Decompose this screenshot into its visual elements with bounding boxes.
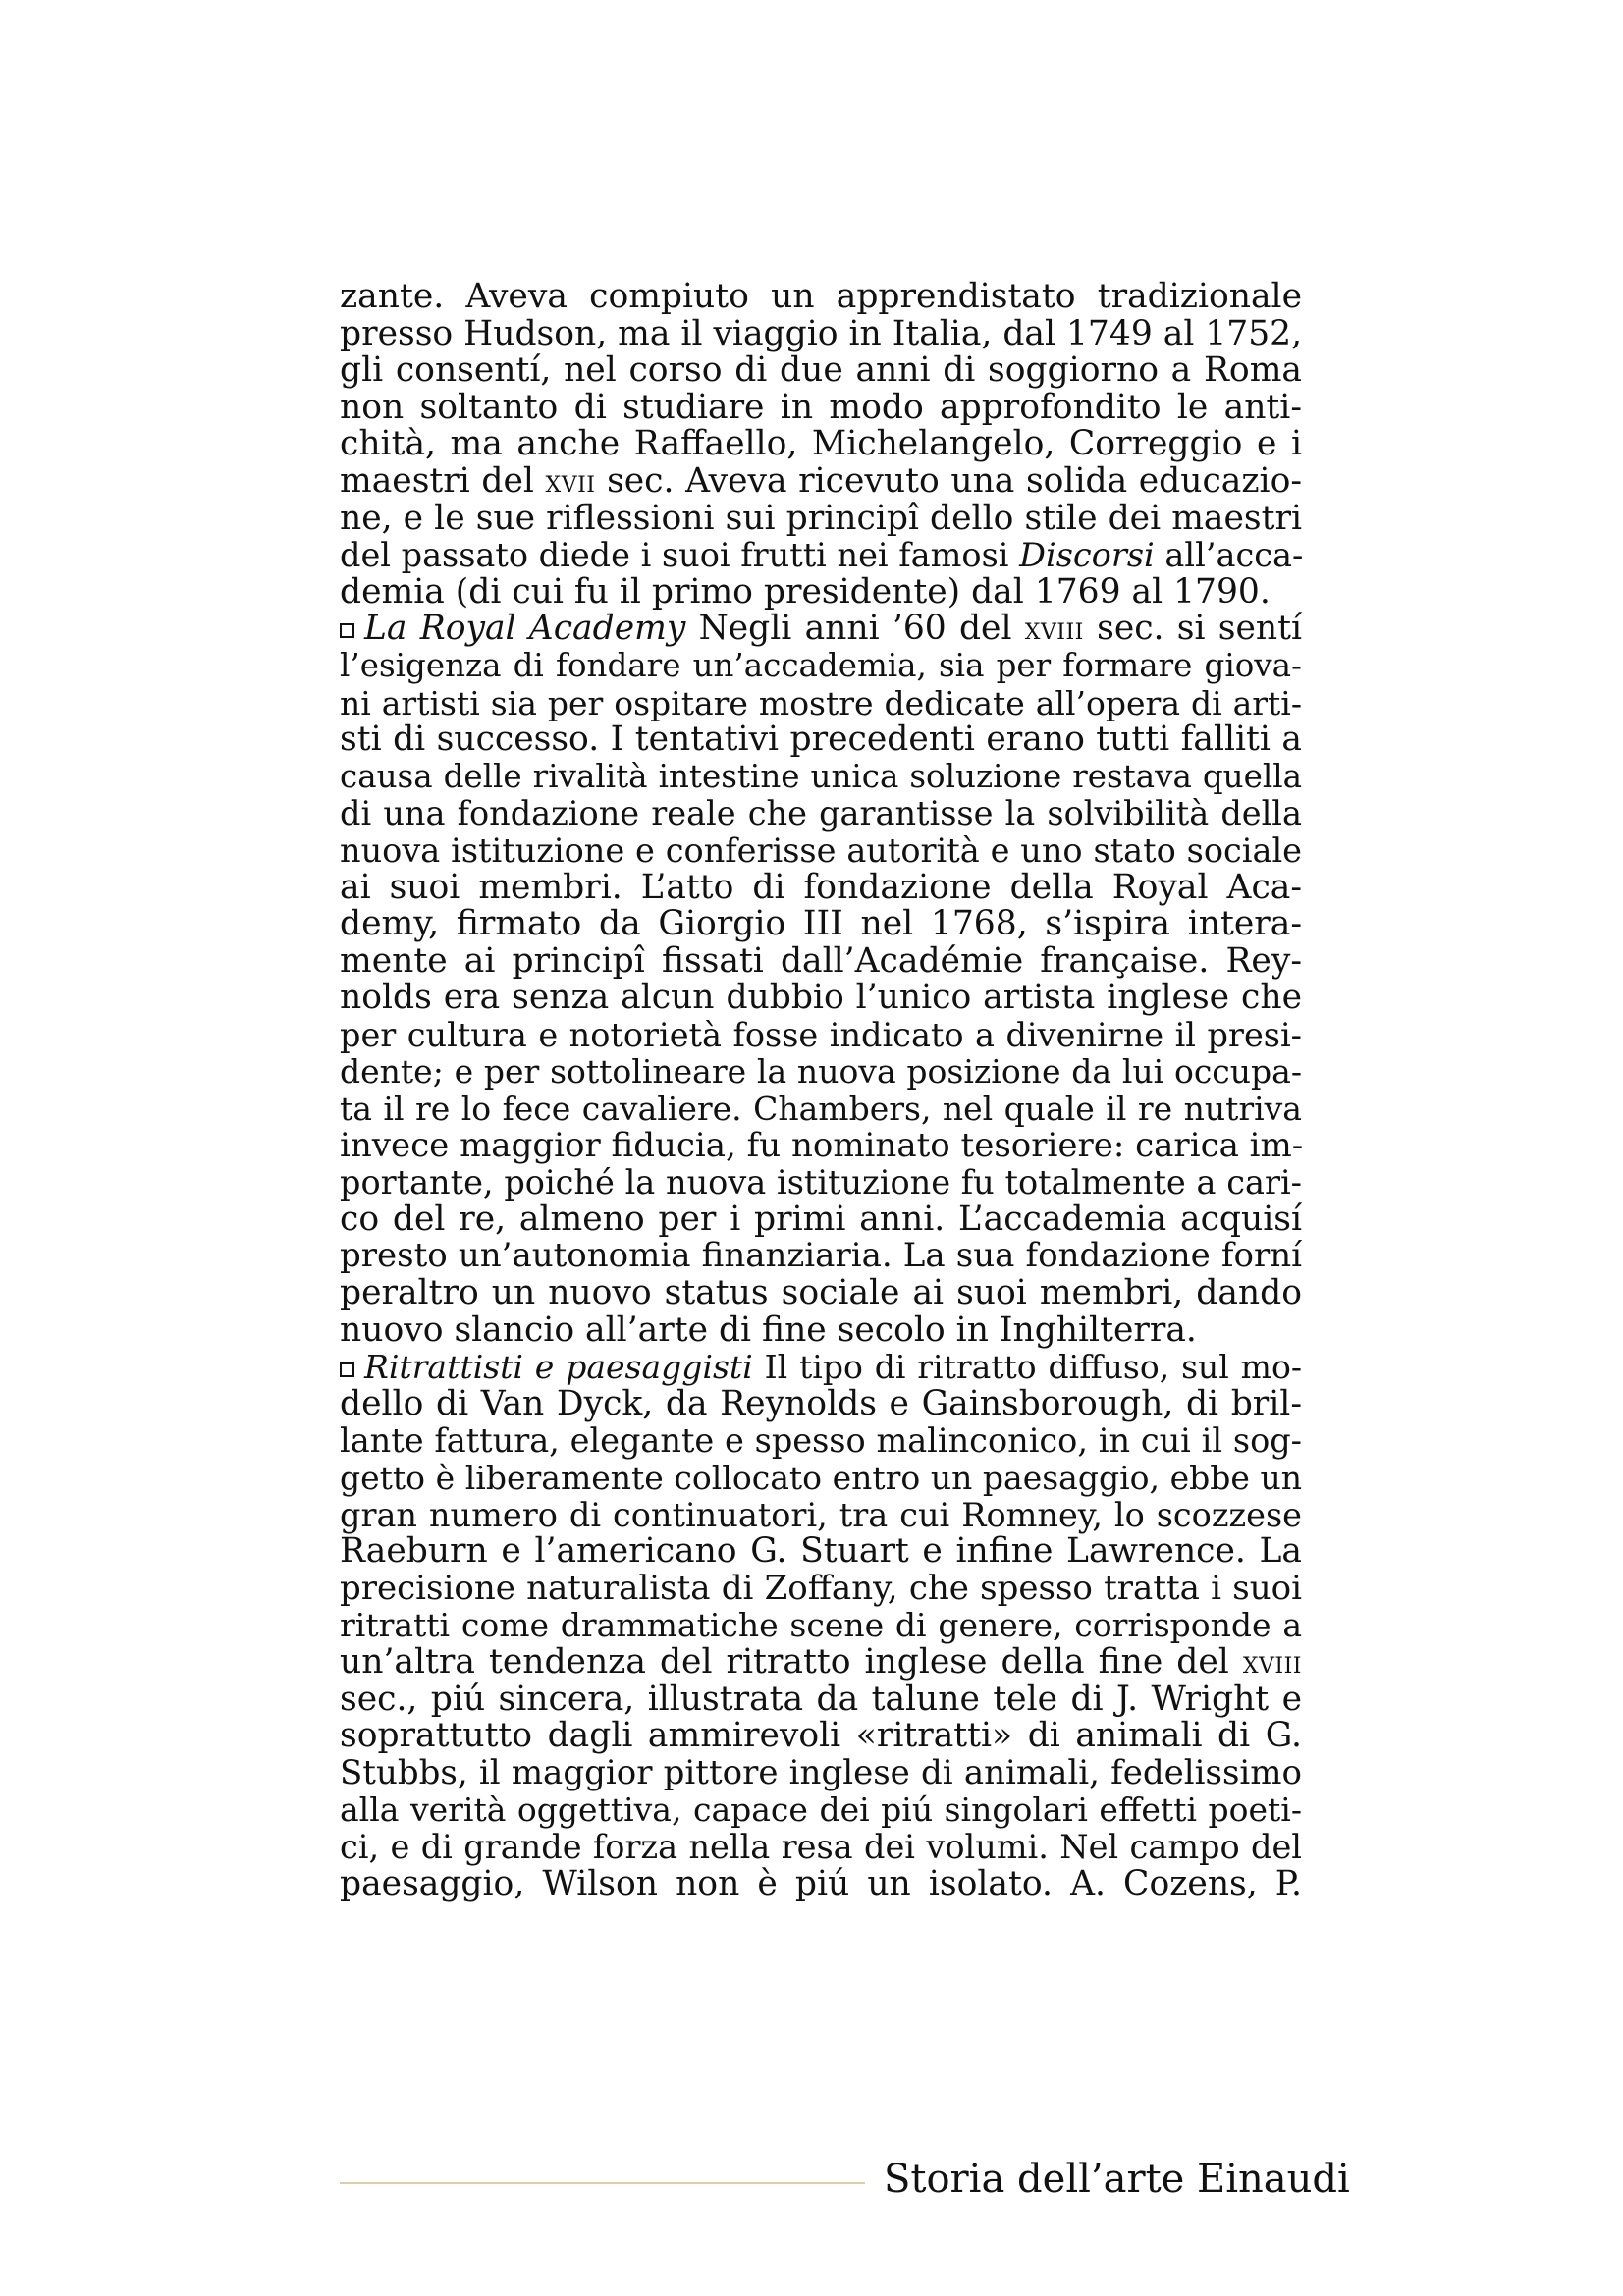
text-line [340, 832, 1302, 870]
century-numeral: xvii [545, 463, 596, 500]
line-text: l’esigenza di fondare un’accademia, sia per formare giova- [340, 646, 1302, 684]
line-text: gran numero di continuatori, tra cui Romney, lo scozzese [340, 1495, 1302, 1534]
line-text: presto un’autonomia finanziaria. La sua fondazione forní [340, 1236, 1302, 1276]
text-line [340, 1568, 1302, 1608]
text-line [340, 1383, 1302, 1423]
footer-publication-title: Storia dell’arte Einaudi [884, 2157, 1350, 2202]
text-line [340, 1091, 1302, 1128]
text-line [340, 387, 1302, 427]
line-text: zante. Aveva compiuto un apprendistato tradizionale [340, 277, 1302, 316]
footer-divider [340, 2182, 865, 2184]
text-line [340, 940, 1302, 981]
line-text: co del re, almeno per i primi anni. L’accademia acquisí [340, 1199, 1302, 1239]
line-text: ni artisti sia per ospitare mostre dedicate all’opera di arti- [340, 683, 1302, 722]
section-square-icon [340, 623, 354, 638]
line-text: gli consentí, nel corso di due anni di soggiorno a Roma [340, 350, 1302, 391]
line-text: ta il re lo fece cavaliere. Chambers, nel quale il re nutriva [340, 1090, 1302, 1129]
text-line [340, 1641, 1302, 1682]
text-line [340, 1238, 1302, 1275]
century-numeral: xviii [1024, 612, 1084, 648]
line-text: Stubbs, il maggior pittore inglese di animali, fedelissimo [340, 1752, 1302, 1792]
line-text: un’altra tendenza del ritratto inglese della fine del [340, 1641, 1243, 1682]
text-line [340, 867, 1302, 907]
text-line [340, 1460, 1302, 1497]
text-line [340, 1053, 1302, 1091]
line-text: ritratti come drammatiche scene di genere, corrisponde a [340, 1606, 1302, 1645]
line-text: presso Hudson, ma il viaggio in Italia, dal 1749 al 1752, [340, 313, 1303, 353]
line-text: soprattutto dagli ammirevoli «ritratti» di animali di G. [340, 1716, 1302, 1756]
body-text [340, 279, 1302, 1902]
line-text: demy, firmato da Giorgio III nel 1768, s’ispira intera- [340, 904, 1302, 944]
line-text: sti di successo. I tentativi precedenti erano tutti falliti a [340, 720, 1302, 760]
section-heading: La Royal Academy [364, 609, 686, 649]
text-line [340, 1164, 1302, 1201]
line-text: getto è liberamente collocato entro un paesaggio, ebbe un [340, 1459, 1302, 1497]
text-line [340, 1863, 1302, 1903]
line-text: ai suoi membri. L’atto di fondazione della Royal Aca- [340, 867, 1302, 907]
line-text: sec. si sentí [1083, 609, 1302, 649]
line-text: non soltanto di studiare in modo approfondito le anti- [340, 387, 1302, 427]
line-text: ne, e le sue riflessioni sui principî dello stile dei maestri [340, 498, 1302, 538]
text-line [340, 648, 1302, 685]
text-line [340, 1791, 1302, 1829]
text-line [340, 313, 1303, 353]
text-line [340, 279, 1302, 316]
line-text: Negli anni ’60 del [685, 609, 1025, 649]
line-text: alla verità oggettiva, capace dei piú singolari effetti poeti- [340, 1790, 1302, 1830]
text-line [340, 611, 1302, 648]
text-line [340, 1201, 1302, 1239]
text-line [340, 1017, 1302, 1054]
line-text: paesaggio, Wilson non è piú un isolato. A. Cozens, P. [340, 1863, 1302, 1903]
text-line [340, 759, 1302, 796]
line-text: causa delle rivalità intestine unica soluzione restava quella [340, 757, 1302, 795]
line-text: di una fondazione reale che garantisse la solvibilità della [340, 794, 1302, 833]
text-line [340, 1718, 1302, 1755]
line-text: nolds era senza alcun dubbio l’unico artista inglese che [340, 978, 1302, 1018]
line-text: per cultura e notorietà fosse indicato a divenirne il presi- [340, 1015, 1302, 1054]
text-line [340, 906, 1302, 943]
line-text: lante fattura, elegante e spesso malinconico, in cui il sog- [340, 1421, 1302, 1461]
line-text: chità, ma anche Raffaello, Michelangelo, Correggio e i [340, 424, 1302, 464]
line-text: Il tipo di ritratto diffuso, sul mo- [752, 1348, 1302, 1387]
text-line [340, 537, 1302, 574]
text-line [340, 1497, 1302, 1534]
text-line [340, 460, 1302, 501]
line-text: nuova istituzione e conferisse autorità e uno stato sociale [340, 830, 1302, 870]
line-text: invece maggior fiducia, fu nominato tesoriere: carica im- [340, 1125, 1304, 1165]
line-text: portante, poiché la nuova istituzione fu totalmente a cari- [340, 1163, 1302, 1202]
text-line [340, 1533, 1302, 1571]
text-line [340, 571, 1302, 612]
text-line [340, 795, 1302, 832]
line-text: demia (di cui fu il primo presidente) dal 1769 al 1790. [340, 571, 1271, 612]
text-line [340, 1349, 1302, 1386]
text-line [340, 1309, 1302, 1350]
line-text: Raeburn e l’americano G. Stuart e infine Lawrence. La [340, 1531, 1302, 1572]
line-text: sec., piú sincera, illustrata da talune tele di J. Wright e [340, 1679, 1302, 1719]
line-text: ci, e di grande forza nella resa dei volumi. Nel campo del [340, 1827, 1302, 1866]
century-numeral: xviii [1242, 1644, 1302, 1681]
line-text: del passato diede i suoi frutti nei famosi [340, 536, 1020, 575]
text-line [340, 685, 1302, 722]
text-line [340, 1125, 1304, 1165]
line-text: precisione naturalista di Zoffany, che spesso tratta i suoi [340, 1568, 1302, 1608]
line-text: sec. Aveva ricevuto una solida educazio- [595, 460, 1302, 501]
text-line [340, 352, 1302, 390]
line-text: dente; e per sottolineare la nuova posizione da lui occupa- [340, 1052, 1302, 1092]
section-square-icon [340, 1362, 354, 1377]
text-line [340, 1422, 1302, 1460]
line-text: dello di Van Dyck, da Reynolds e Gainsborough, di bril- [340, 1383, 1302, 1423]
line-text: mente ai principî fissati dall’Académie française. Rey- [340, 940, 1302, 981]
text-line [340, 1275, 1302, 1312]
text-line [340, 1607, 1302, 1644]
text-line [340, 1679, 1302, 1719]
text-line [340, 721, 1302, 759]
text-line [340, 1829, 1302, 1866]
line-text: maestri del [340, 460, 546, 501]
line-text: nuovo slancio all’arte di fine secolo in Inghilterra. [340, 1309, 1197, 1350]
line-text: peraltro un nuovo status sociale ai suoi membri, dando [340, 1273, 1302, 1313]
line-text: all’acca- [1154, 536, 1304, 575]
text-line [340, 1752, 1302, 1792]
text-line [340, 426, 1302, 463]
text-line [340, 498, 1302, 538]
text-line [340, 980, 1302, 1017]
italic-title: Discorsi [1019, 536, 1155, 575]
section-heading: Ritrattisti e paesaggisti [364, 1348, 753, 1387]
